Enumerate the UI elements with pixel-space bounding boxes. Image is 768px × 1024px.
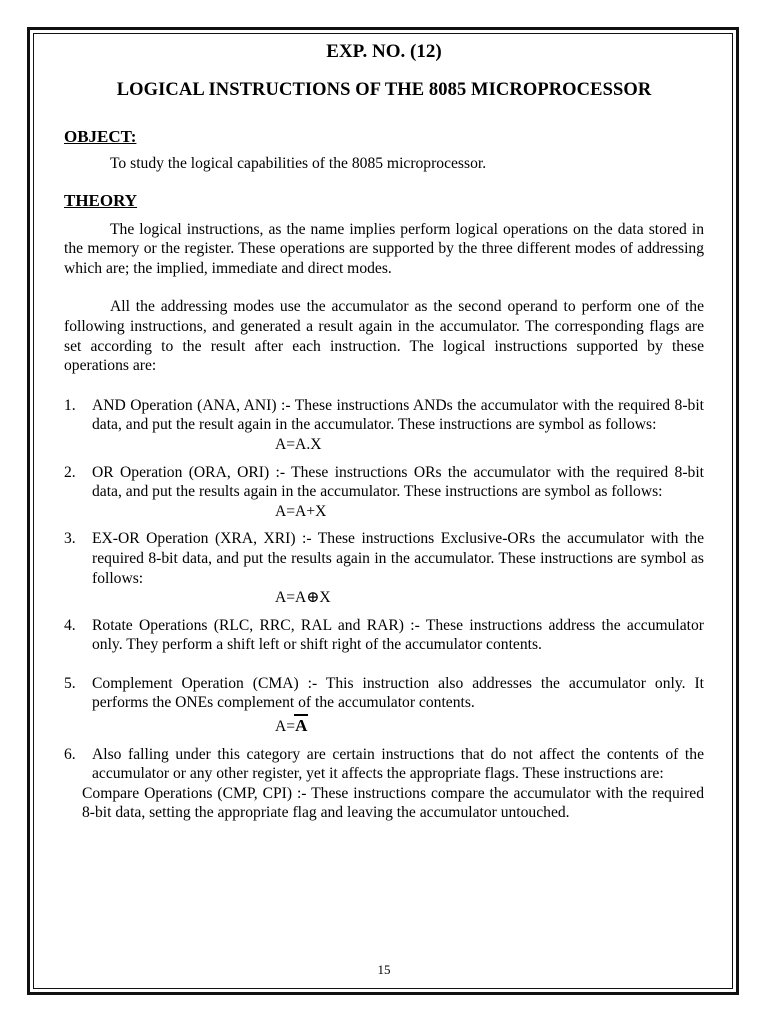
formula-complement	[92, 713, 704, 737]
list-item-number: 2.	[64, 463, 76, 481]
list-item-text: Also falling under this category are certain instructions that do not affect the contents of the accumulator or any other register, yet it affects the appropriate flags. These instructions are:	[92, 745, 704, 783]
list-item-text: EX-OR Operation (XRA, XRI) :- These instructions Exclusive-ORs the accumulator with the required 8-bit data, and put the results again in the accumulator. These instructions are symbol as follows:	[92, 530, 704, 587]
list-item-number: 1.	[64, 396, 76, 414]
list-item-rotate	[64, 616, 704, 655]
list-item-or	[64, 463, 704, 522]
list-item-number: 4.	[64, 616, 76, 634]
list-item-and	[64, 396, 704, 455]
object-text: To study the logical capabilities of the 8085 microprocessor.	[110, 155, 487, 172]
formula-and: A=A.X	[275, 435, 322, 453]
overbar-symbol	[295, 713, 307, 736]
formula-or: A=A+X	[275, 502, 327, 520]
list-item-text: Complement Operation (CMA) :- This instruction also addresses the accumulator only. It performs the ONEs complement of the accumulator contents.	[92, 674, 704, 712]
list-item-compare	[64, 745, 704, 823]
formula-exor: A=A⊕X	[275, 589, 331, 607]
logical-operations-list	[64, 396, 704, 823]
overbar-letter: A	[295, 716, 308, 736]
theory-paragraph-2: All the addressing modes use the accumulator as the second operand to perform one of the following instructions, and generated a result again in the accumulator. The corresponding flags are set according to the result after each instruction. The logical instructions supported by these operations are:	[64, 298, 704, 375]
overbar-line	[294, 714, 308, 716]
object-heading: OBJECT:	[64, 127, 137, 146]
list-item-number: 5.	[64, 674, 76, 692]
formula-prefix: A=	[275, 718, 296, 736]
list-item-number: 6.	[64, 745, 76, 763]
theory-paragraph-1: The logical instructions, as the name implies perform logical operations on the data stored in the memory or the register. These operations are supported by the three different modes of addressing which are; the implied, immediate and direct modes.	[64, 220, 704, 277]
theory-heading: THEORY	[64, 190, 138, 210]
experiment-number: EXP. NO. (12)	[326, 41, 442, 62]
compare-operations-text: Compare Operations (CMP, CPI) :- These instructions compare the accumulator with the required 8-bit data, setting the appropriate flag and leaving the accumulator untouched.	[82, 784, 704, 822]
list-item-text: Rotate Operations (RLC, RRC, RAL and RAR) :- These instructions address the accumulator only. They perform a shift left or shift right of the accumulator contents.	[92, 616, 704, 654]
list-item-text: AND Operation (ANA, ANI) :- These instructions ANDs the accumulator with the required 8-bit data, and put the result again in the accumulator. These instructions are symbol as follows:	[92, 396, 704, 434]
experiment-title: LOGICAL INSTRUCTIONS OF THE 8085 MICROPROCESSOR	[116, 80, 652, 100]
list-item-exor	[64, 529, 704, 607]
list-item-complement	[64, 674, 704, 737]
list-item-number: 3.	[64, 530, 76, 548]
page-number: 15	[377, 962, 391, 977]
list-item-text: OR Operation (ORA, ORI) :- These instructions ORs the accumulator with the required 8-bit data, and put the results again in the accumulator. These instructions are symbol as follows:	[92, 463, 704, 501]
document-content	[64, 38, 704, 823]
